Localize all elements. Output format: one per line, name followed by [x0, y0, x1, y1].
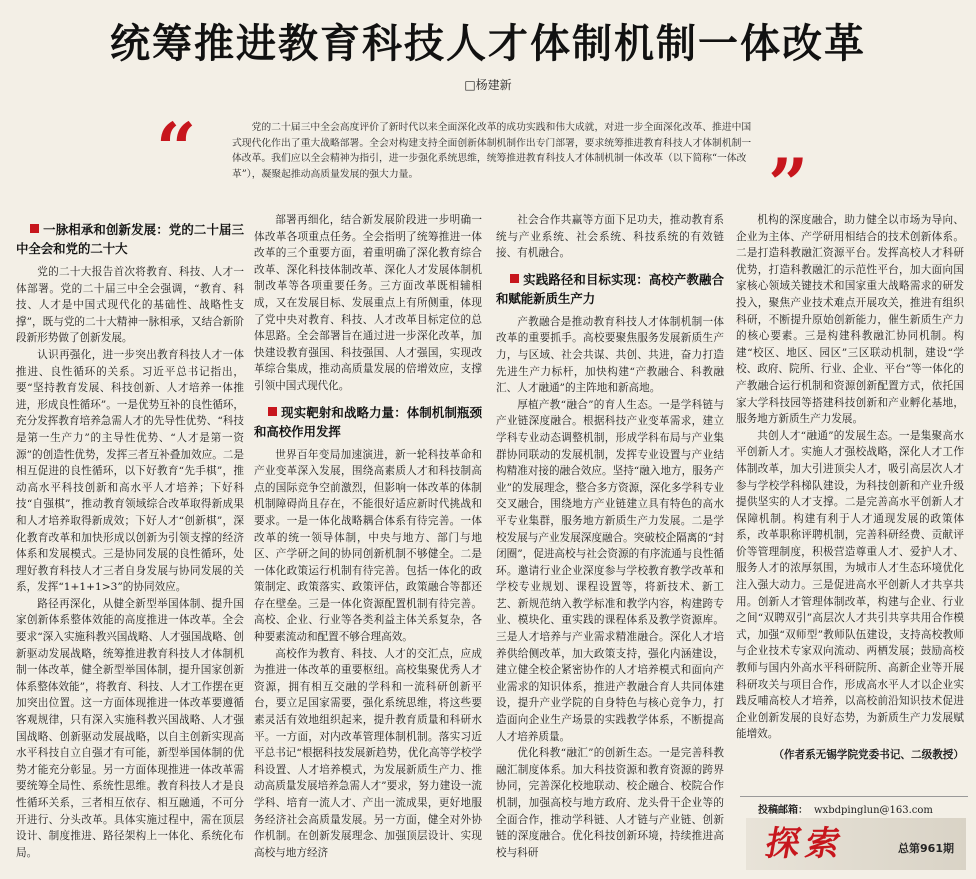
- column-logo-box: [746, 818, 966, 870]
- quote-close-icon: ”: [768, 143, 809, 226]
- red-square-icon: [30, 224, 39, 233]
- column-4: [736, 212, 964, 792]
- paragraph: 社会合作共赢等方面下足功夫，推动教育系统与产业系统、社会系统、科技系统的有效链接、有机融合。: [496, 214, 724, 260]
- article-lead: 党的二十届三中全会高度评价了新时代以来全面深化改革的成功实践和伟大成就，对进一步全面深化改革、推进中国式现代化作出了重大战略部署。全会对构建支持全面创新体制机制作出专门部署，要求统筹推进教育科技人才体制机制一体改革。我们应以全会精神为指引，进一步强化系统思维，统筹推进教育科技人才体制机制一体改革（以下简称“一体改革”），凝聚起推动高质量发展的强大力量。: [232, 122, 752, 180]
- paragraph: 认识再强化，进一步突出教育科技人才一体推进、良性循环的关系。习近平总书记指出，要“坚持教育发展、科技创新、人才培养一体推进，形成良性循环”。一是优势互补的良性循环，充分发挥教育培养急需人才的先导性优势、“科技是第一生产力”的主导性优势、“人才是第一资源”的创造性优势，发挥三者互补叠加效应。二是相互促进的良性循环，以下好教育“先手棋”，推动高水平科技创新和高水平人才培养；下好科技“自强棋”，推动教育领域综合改革取得新成果和人才培养取得新成效；下好人才“创新棋”，深化教育改革和加快形成以创新为引领支撑的经济体系和发展模式。三是协同发展的良性循环，处理好教育科技人才三者自身发展与协同发展的关系，发挥“1+1+1>3”的协同效应。: [16, 348, 244, 594]
- column-1: [16, 212, 244, 872]
- paragraph: 世界百年变局加速演进，新一轮科技革命和产业变革深入发展，围绕高素质人才和科技制高点的国际竞争空前激烈，但影响一体改革的体制机制障碍尚且存在，不能很好适应新时代挑战和要求。一是一体化战略耦合体系有待完善。一体改革的统一领导体制，中央与地方、部门与地区、产学研之间的协同创新机制不够健全。二是一体化政策运行机制有待完善。包括一体化的政策制定、政策落实、政策评估，政策融合等都还存在壁垒。三是一体化资源配置机制有待完善。高校、企业、行业等各类利益主体关系复杂，各种要素流动和配置不够合理高效。: [254, 448, 482, 644]
- article-author: □杨建新: [464, 78, 512, 92]
- red-square-icon: [510, 274, 519, 283]
- paragraph: 共创人才“融通”的发展生态。一是集聚高水平创新人才。实施人才强校战略，深化人才工作体制改革，加大引进顶尖人才，吸引高层次人才参与学校学科梯队建设，为科技创新和产业升级提供坚实的人才支撑。二是完善高水平创新人才保障机制。构建有利于人才通现发展的政策体系，改革职称评聘机制，完善科研经费、贡献评价等管理制度，积极营造尊重人才、爱护人才、服务人才的浓厚氛围，为城市人才生态环境优化注入强大动力。三是促进高水平创新人才共享共用。创新人才管理体制改革，构建与企业、行业之间“双聘双引”高层次人才共引共享共用合作模式，加强“双师型”教师队伍建设，支持高校教师与企业技术专家双向流动、两栖发展；鼓励高校教师与国内外高水平科研院所、高新企业等开展科研攻关与项目合作，形成高水平人才以企业实践反哺高校人才培养，以高校前沿知识技术促进企业创新发展的良好态势，为新质生产力发展赋能增效。: [736, 429, 964, 741]
- paragraph: 机构的深度融合，助力健全以市场为导向、企业为主体、产学研用相结合的技术创新体系。二是打造科教融汇资源平台。发挥高校人才科研优势，打造科教融汇的示范性平台，加大面向国家核心领域关键技术和国家重大战略需求的研发投入，聚焦产业技术难点开展攻关，推进有组织科研，不断提升原始创新能力，催生新质生产力的核心要素。三是构建科教融汇协同机制。构建“校区、地区、园区”三区联动机制，建设“学校、政府、院所、行业、企业、平台”等一体化的产教融合运行机制和资源创新配置方式，依托国家大学科技园等搭建科技创新和产业孵化基地，服务地方新质生产力发展。: [736, 214, 964, 426]
- quote-open-icon: “: [156, 107, 197, 190]
- email-address: wxbdpinglun@163.com: [814, 805, 933, 816]
- paragraph: 优化科教“融汇”的创新生态。一是完善科教融汇制度体系。加大科技资源和教育资源的跨界协同，完善深化校地联动、校企融合、校院合作机制，加强高校与地方政府、龙头骨干企业等的全面合作，推动学科链、人才链与产业链、创新链的深度融合。优化科技创新环境，持续推进高校与科研: [496, 747, 724, 859]
- issue-number: 总第961期: [898, 842, 954, 855]
- author-note: （作者系无锡学院党委书记、二级教授）: [773, 749, 964, 761]
- red-square-icon: [268, 407, 277, 416]
- email-label: 投稿邮箱：: [758, 805, 808, 816]
- section-heading-2: 现实靶射和战略力量：体制机制瓶颈和高校作用发挥: [254, 404, 482, 439]
- paragraph: 部署再细化，结合新发展阶段进一步明确一体改革各项重点任务。全会指明了统筹推进一体改革的三个重要方面，着重明确了深化教育综合改革、深化科技体制改革、深化人才发展体制机制改革等各项重要任务。三方面改革既相辅相成，又在发展目标、发展重点上有所侧重，体现了党中央对教育、科技、人才改革目标定位的总体思路。全会部署旨在通过进一步深化改革，加快建设教育强国、科技强国、人才强国，实现改革综合集成，推动高质量发展的倍增效应，支撑引领中国式现代化。: [254, 214, 482, 392]
- paragraph: 高校作为教育、科技、人才的交汇点，应成为推进一体改革的重要枢纽。高校集聚优秀人才资源，拥有相互交融的学科和一流科研创新平台，要立足国家需要，强化系统思维，将这些要素灵活有效地组织起来，提升教育质量和科研水平。一方面，对内改革管理体制机制。落实习近平总书记“根据科技发展新趋势，优化高等学校学科设置、人才培养模式，为发展新质生产力、推动高质量发展培养急需人才”要求，努力建设一流学科、培育一流人才、产出一流成果，更好地服务经济社会高质量发展。另一方面，健全对外协作机制。在创新发展理念、加强顶层设计、实现高校与地方经济: [254, 647, 482, 859]
- paragraph: 产教融合是推动教育科技人才体制机制一体改革的重要抓手。高校要聚焦服务发展新质生产力，与区域、社会共谋、共创、共进，奋力打造先进生产力标杆，加快构建“产教融合、科教融汇、人才融通”的主阵地和新高地。: [496, 315, 724, 395]
- submission-email-bar: [740, 796, 968, 816]
- section-heading-3: 实践路径和目标实现：高校产教融合和赋能新质生产力: [496, 271, 724, 306]
- column-3: [496, 212, 724, 872]
- paragraph: 厚植产教“融合”的育人生态。一是学科链与产业链深度融合。根据科技产业变革需求，建立学科专业动态调整机制，形成学科布局与产业集群协同联动的发展机制，发挥专业设置与产业结构精准对接的融合效应。坚持“融入地方，服务产业”的发展理念，整合多方资源，深化多学科专业交叉融合，围绕地方产业链建立具有特色的高水平专业集群，服务地方新质生产力发展。二是学校发展与产业发展深度融合。突破校企隔离的“封闭圈”，促进高校与社会资源的有序流通与良性循环。邀请行业企业深度参与学校教育教学改革和学校专业规划、课程设置等，将新技术、新工艺、新规范纳入教学标准和教学内容，构建跨专业、模块化、重实践的课程体系及教学资源库。三是人才培养与产业需求精准融合。深化人才培养供给侧改革，加大政策支持，强化内涵建设，建立健全校企紧密协作的人才培养模式和面向产业需求的知识体系，推进产教融合育人共同体建设，提升产业学院的自身特色与核心竞争力，打造面向企业生产场景的实践教学体系，不断提高人才培养质量。: [496, 398, 724, 743]
- paragraph: 党的二十大报告首次将教育、科技、人才一体部署。党的二十届三中全会强调，“教育、科技、人才是中国式现代化的基础性、战略性支撑”，既与党的二十大精神一脉相承，又结合新阶段新形势做了创新发展。: [16, 266, 244, 345]
- column-2: [254, 212, 482, 872]
- column-logo: 探索: [762, 824, 850, 864]
- paragraph: 路径再深化，从健全新型举国体制、提升国家创新体系整体效能的高度推进一体改革。全会要求“深入实施科教兴国战略、人才强国战略、创新驱动发展战略，统筹推进教育科技人才体制机制一体改革，健全新型举国体制，提升国家创新体系整体效能”，将教育、科技、人才工作摆在更加突出位置。这一方面体现推进一体改革要遵循客观规律，只有深入实施科教兴国战略、人才强国战略、创新驱动发展战略，以自主创新实现高水平科技自立自强才有可能，新型举国体制的优势才能充分彰显。另一方面体现推进一体改革需要统筹全局性、系统性思维。教育科技人才是良性循环关系，三者相互依存、相互融通，不可分开进行、分头改革。具体实施过程中，需在顶层设计、制度推进、路径架构上一体化、系统化布局。: [16, 597, 244, 859]
- article-title: 统筹推进教育科技人才体制机制一体改革: [110, 21, 866, 67]
- section-heading-1: 一脉相承和创新发展：党的二十届三中全会和党的二十大: [16, 222, 244, 256]
